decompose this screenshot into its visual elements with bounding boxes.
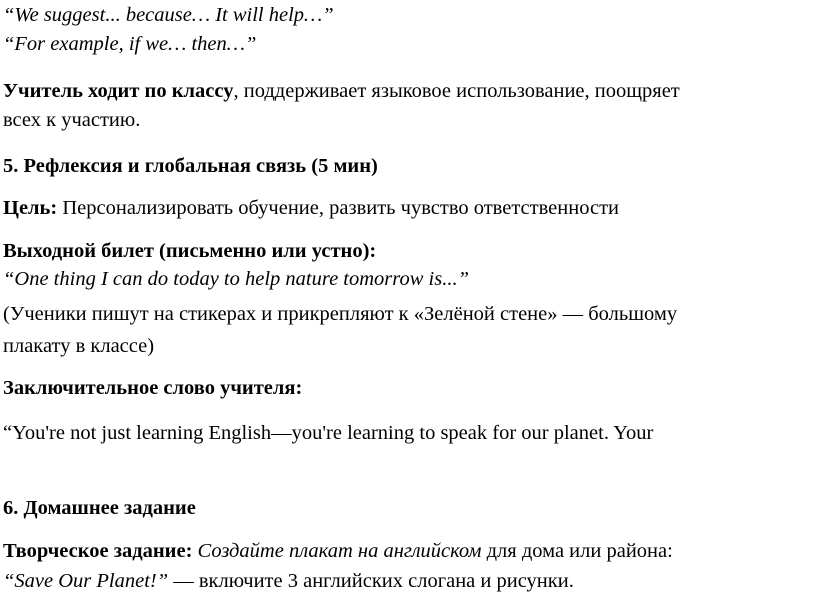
task-line-2 [3, 568, 574, 595]
teacher-note-text: , поддерживает языковое использование, поощряет [233, 80, 680, 102]
section-6-heading: 6. Домашнее задание [3, 497, 196, 519]
goal-text: Персонализировать обучение, развить чувство ответственности [57, 197, 619, 219]
task-end: — включите 3 английских слогана и рисунки. [168, 570, 574, 592]
closing-quote: “You're not just learning English—you're learning to speak for our planet. Your [3, 422, 654, 444]
task-label: Творческое задание: [3, 540, 193, 562]
teacher-note-line-2: всех к участию. [3, 109, 141, 131]
task-slogan: “Save Our Planet!” [3, 570, 169, 592]
exit-ticket-note-line-1: (Ученики пишут на стикерах и прикрепляют к «Зелёной стене» — большому [3, 303, 678, 325]
goal-label: Цель: [3, 197, 58, 219]
task-rest: для дома или района: [481, 540, 673, 562]
teacher-note-line-1 [3, 78, 680, 105]
closing-label: Заключительное слово учителя: [3, 377, 303, 399]
teacher-note-bold: Учитель ходит по классу [3, 80, 234, 102]
exit-ticket-note-line-2: плакату в классе) [3, 335, 155, 357]
section-5-heading: 5. Рефлексия и глобальная связь (5 мин) [3, 155, 378, 177]
exit-ticket-label: Выходной билет (письменно или устно): [3, 240, 377, 262]
quote-line-1: “We suggest... because… It will help…” [3, 4, 334, 26]
task-line-1 [3, 538, 673, 565]
goal-line [3, 195, 619, 222]
task-italic: Создайте плакат на английском [192, 540, 482, 562]
exit-ticket-prompt: “One thing I can do today to help nature tomorrow is...” [3, 268, 469, 290]
quote-line-2: “For example, if we… then…” [3, 33, 257, 55]
